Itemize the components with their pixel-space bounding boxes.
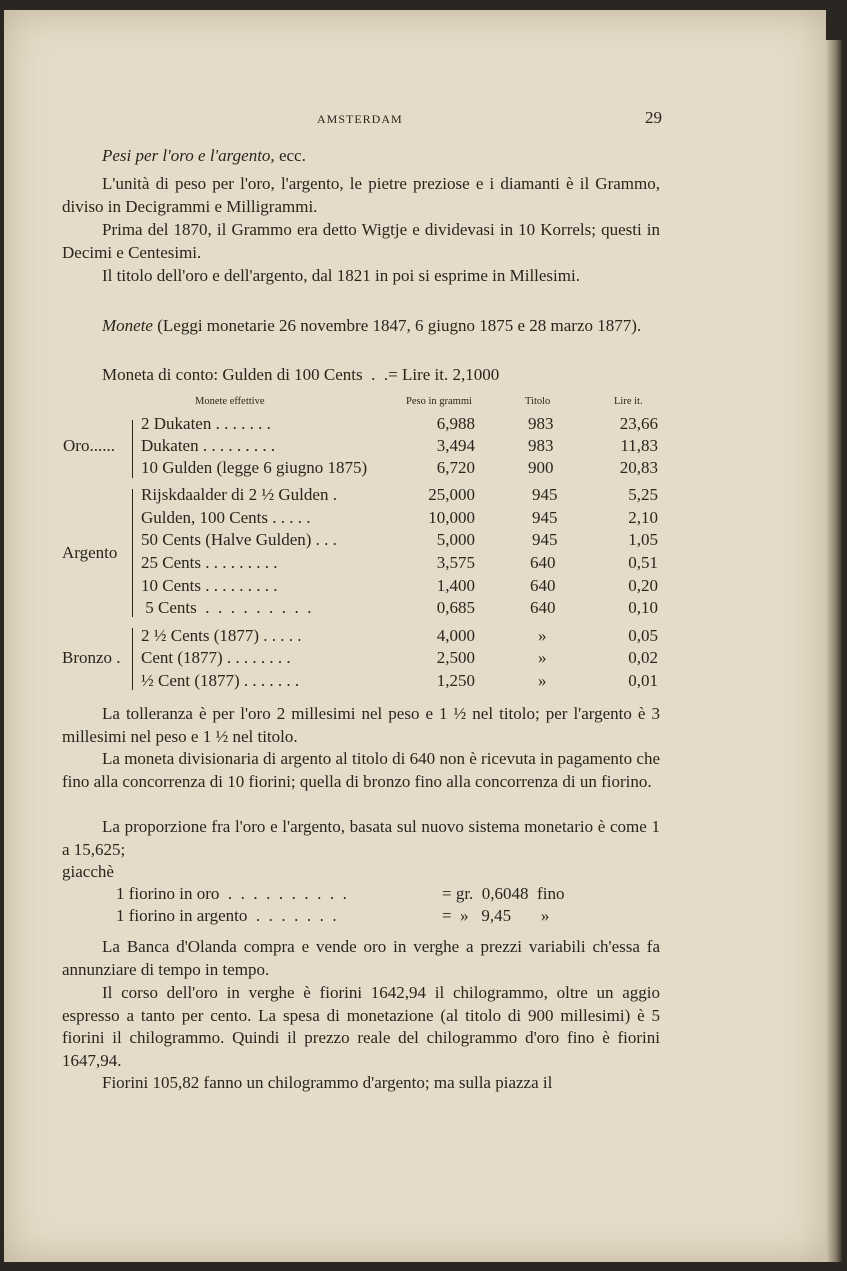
equivalence-argento-left: 1 fiorino in argento . . . . . . . [116,906,337,925]
coin-lire: 20,83 [619,458,658,477]
paragraph-moneta-divisionaria: La moneta divisionaria di argento al titolo di 640 non è ricevuta in pagamento che fino alla concorrenza di 10 fiorini; quella di bronzo fino alla concorrenza di un fiorino. [62,749,660,791]
coin-titolo: 945 [532,508,558,527]
coin-peso: 3,575 [436,553,475,572]
coin-peso: 6,988 [436,414,475,433]
coin-titolo: 640 [530,576,556,595]
page-edge [826,40,842,1262]
group-label-oro: Oro...... [63,436,115,455]
coin-lire: 2,10 [628,508,658,527]
coin-peso: 25,000 [428,485,475,504]
brace-bronzo [132,628,133,690]
coin-lire: 23,66 [619,414,658,433]
coin-name: 50 Cents (Halve Gulden) . . . [141,530,337,549]
col-header-titolo: Titolo [525,396,551,407]
coin-peso: 3,494 [436,436,475,455]
coin-peso: 10,000 [428,508,475,527]
paragraph-banca: La Banca d'Olanda compra e vende oro in verghe a prezzi variabili ch'essa fa annunziare di tempo in tempo. [62,937,660,979]
coin-name: Cent (1877) . . . . . . . . [141,648,291,667]
coin-name: 25 Cents . . . . . . . . . [141,553,278,572]
coin-titolo: 640 [530,553,556,572]
running-head: AMSTERDAM [317,112,403,126]
coin-titolo: » [538,626,547,645]
equivalence-argento-right: = » 9,45 » [442,906,550,925]
coin-lire: 0,20 [628,576,658,595]
coin-lire: 0,05 [628,626,658,645]
coin-lire: 0,10 [628,598,658,617]
equivalence-oro-left: 1 fiorino in oro . . . . . . . . . . [116,884,347,903]
coin-name: ½ Cent (1877) . . . . . . . [141,671,300,690]
coin-titolo: 983 [528,436,554,455]
coin-name: Dukaten . . . . . . . . . [141,436,276,455]
paragraph-corso: Il corso dell'oro in verghe è fiorini 1642,94 il chilogrammo, oltre un aggio espresso a tanto per cento. La spesa di monetazione (al titolo di 900 millesimi) è 5 fiorini il chilogrammo. Quindi il prezzo reale del chilogrammo d'oro fino è fiorini 1647,94. [62,983,660,1070]
moneta-di-conto: Moneta di conto: Gulden di 100 Cents . .= Lire it. 2,1000 [102,365,500,384]
coin-lire: 5,25 [628,485,658,504]
coin-lire: 0,01 [628,671,658,690]
coin-name: 10 Cents . . . . . . . . . [141,576,278,595]
col-header-monete: Monete effettive [195,396,265,407]
coin-titolo: 900 [528,458,554,477]
coin-peso: 5,000 [436,530,475,549]
coin-name: Gulden, 100 Cents . . . . . [141,508,311,527]
paragraph-titolo: Il titolo dell'oro e dell'argento, dal 1821 in poi si esprime in Millesimi. [102,266,580,285]
coin-lire: 0,51 [628,553,658,572]
paragraph-fiorini: Fiorini 105,82 fanno un chilogrammo d'argento; ma sulla piazza il [102,1073,553,1092]
paragraph-proporzione: La proporzione fra l'oro e l'argento, basata sul nuovo sistema monetario è come 1 a 15,625; [62,817,660,859]
giacche-label: giacchè [62,862,114,881]
coin-lire: 11,83 [620,436,658,455]
coin-peso: 4,000 [436,626,475,645]
coin-titolo: 983 [528,414,554,433]
coin-name: 10 Gulden (legge 6 giugno 1875) [141,458,368,477]
coin-name: 5 Cents . . . . . . . . . [141,598,312,617]
col-header-peso: Peso in grammi [406,396,472,407]
coin-peso: 1,250 [436,671,475,690]
section-heading-pesi: Pesi per l'oro e l'argento, ecc. [102,146,306,165]
brace-argento [132,489,133,617]
coin-peso: 6,720 [436,458,475,477]
coin-name: Rijskdaalder di 2 ½ Gulden . [141,485,337,504]
brace-oro [132,420,133,478]
coin-titolo: » [538,671,547,690]
coin-lire: 0,02 [628,648,658,667]
coin-peso: 1,400 [436,576,475,595]
coin-peso: 0,685 [436,598,475,617]
coin-name: 2 Dukaten . . . . . . . [141,414,271,433]
equivalence-oro-right: = gr. 0,6048 fino [442,884,565,903]
paragraph-tolleranza: La tolleranza è per l'oro 2 millesimi nel peso e 1 ½ nel titolo; per l'argento è 3 millesimi nel peso e 1 ½ nel titolo. [62,704,660,746]
coin-titolo: 945 [532,530,558,549]
col-header-lire: Lire it. [614,396,643,407]
coin-titolo: 945 [532,485,558,504]
page-number: 29 [645,108,662,127]
running-header [62,108,662,132]
coin-titolo: » [538,648,547,667]
paragraph-prima: Prima del 1870, il Grammo era detto Wigtje e dividevasi in 10 Korrels; questi in Decimi e Centesimi. [62,220,660,262]
paragraph-unita: L'unità di peso per l'oro, l'argento, le pietre preziose e i diamanti è il Grammo, diviso in Decigrammi e Milligrammi. [62,174,660,216]
group-label-bronzo: Bronzo . [62,648,121,667]
coin-peso: 2,500 [436,648,475,667]
coin-lire: 1,05 [628,530,658,549]
coin-titolo: 640 [530,598,556,617]
coin-name: 2 ½ Cents (1877) . . . . . [141,626,302,645]
section-heading-monete: Monete (Leggi monetarie 26 novembre 1847, 6 giugno 1875 e 28 marzo 1877). [102,316,642,335]
group-label-argento: Argento [62,543,118,562]
